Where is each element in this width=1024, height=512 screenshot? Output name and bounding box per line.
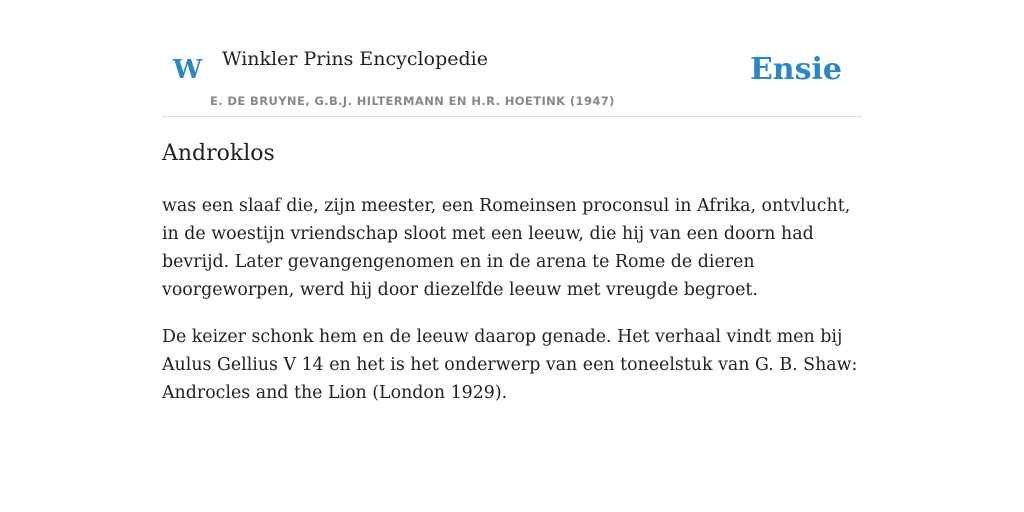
source-header [162,0,862,117]
article-paragraph: was een slaaf die, zijn meester, een Romeinsen proconsul in Afrika, ontvlucht, in de woestijn vriendschap sloot met een leeuw, die hij van een doorn had bevrijd. Later gevangengenomen en in de arena te Rome de dieren voorgeworpen, werd hij door diezelfde leeuw met vreugde begroet. [162,196,851,300]
source-title[interactable]: Winkler Prins Encyclopedie [222,48,488,70]
article-body [162,192,862,426]
article-title: Androklos [162,141,275,166]
article-paragraph: De keizer schonk hem en de leeuw daarop genade. Het verhaal vindt men bij Aulus Gellius V 14 en het is het onderwerp van een toneelstuk van G. B. Shaw: Androcles and the Lion (London 1929). [162,327,858,403]
source-logo: W [173,55,203,85]
page [162,0,862,512]
source-authors: E. DE BRUYNE, G.B.J. HILTERMANN EN H.R. HOETINK (1947) [210,94,615,108]
brand-logo-link[interactable]: Ensie [749,52,842,87]
